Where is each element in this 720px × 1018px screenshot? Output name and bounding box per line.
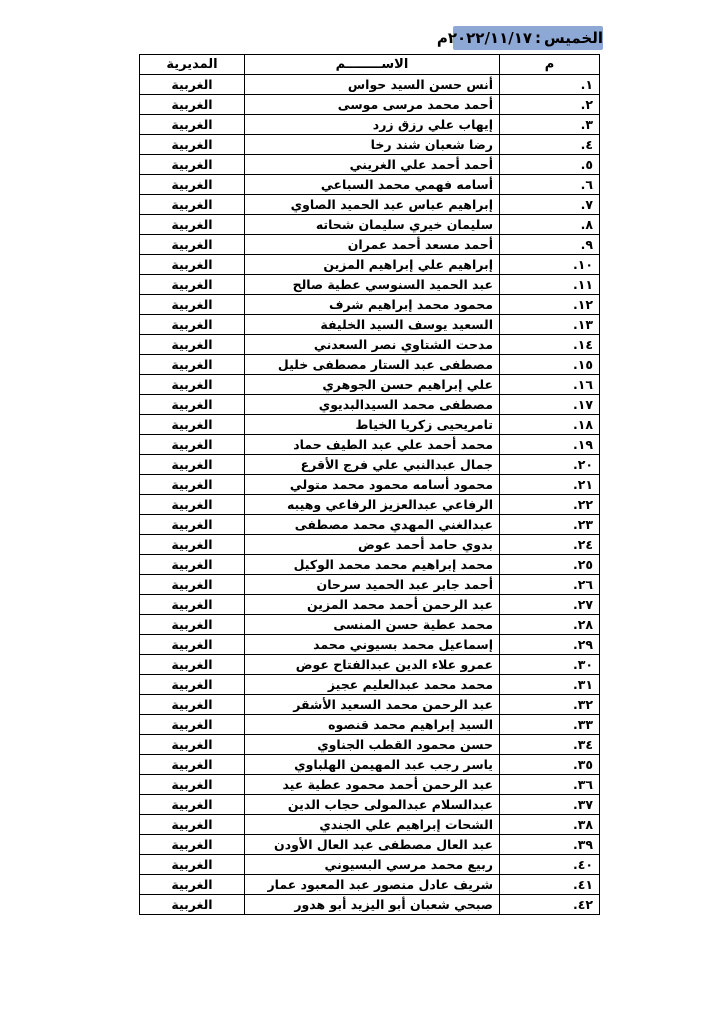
table-row — [140, 595, 600, 615]
table-row — [140, 775, 600, 795]
row-directorate-cell: الغربية — [140, 175, 245, 195]
table-row — [140, 695, 600, 715]
row-name-cell: أحمد مسعد أحمد عمران — [245, 235, 500, 255]
row-name-cell: محمود أسامه محمود محمد متولي — [245, 475, 500, 495]
row-number-cell: ٣٣. — [500, 715, 600, 735]
row-number-cell: ٤٠. — [500, 855, 600, 875]
row-directorate-cell: الغربية — [140, 715, 245, 735]
row-directorate-cell: الغربية — [140, 675, 245, 695]
row-name-cell: علي إبراهيم حسن الجوهري — [245, 375, 500, 395]
row-name-cell: أسامه فهمي محمد السباعي — [245, 175, 500, 195]
row-number-cell: ١. — [500, 75, 600, 95]
row-directorate-cell: الغربية — [140, 315, 245, 335]
row-name-cell: إسماعيل محمد بسيوني محمد — [245, 635, 500, 655]
row-number-cell: ٢٨. — [500, 615, 600, 635]
row-name-cell: محمد محمد عبدالعليم عجيز — [245, 675, 500, 695]
table-row — [140, 475, 600, 495]
row-number-cell: ٤١. — [500, 875, 600, 895]
row-name-cell: محمود محمد إبراهيم شرف — [245, 295, 500, 315]
row-name-cell: أنس حسن السيد حواس — [245, 75, 500, 95]
row-directorate-cell: الغربية — [140, 395, 245, 415]
table-row — [140, 75, 600, 95]
table-row — [140, 655, 600, 675]
row-name-cell: رضا شعبان شند رخا — [245, 135, 500, 155]
row-directorate-cell: الغربية — [140, 355, 245, 375]
row-name-cell: محمد إبراهيم محمد محمد الوكيل — [245, 555, 500, 575]
table-row — [140, 215, 600, 235]
row-number-cell: ٢٢. — [500, 495, 600, 515]
row-number-cell: ٢١. — [500, 475, 600, 495]
table-row — [140, 315, 600, 335]
row-directorate-cell: الغربية — [140, 575, 245, 595]
row-directorate-cell: الغربية — [140, 415, 245, 435]
row-number-cell: ٢٣. — [500, 515, 600, 535]
row-directorate-cell: الغربية — [140, 275, 245, 295]
row-number-cell: ٣٧. — [500, 795, 600, 815]
row-name-cell: حسن محمود القطب الجناوي — [245, 735, 500, 755]
row-directorate-cell: الغربية — [140, 255, 245, 275]
row-name-cell: الرفاعي عبدالعزيز الرفاعي وهيبه — [245, 495, 500, 515]
row-number-cell: ٤. — [500, 135, 600, 155]
row-name-cell: مصطفى عبد الستار مصطفى خليل — [245, 355, 500, 375]
table-row — [140, 875, 600, 895]
row-name-cell: سليمان خيري سليمان شحاته — [245, 215, 500, 235]
row-name-cell: محمد عطية حسن المنسى — [245, 615, 500, 635]
row-directorate-cell: الغربية — [140, 635, 245, 655]
row-number-cell: ٢٥. — [500, 555, 600, 575]
row-name-cell: محمد أحمد علي عبد الطيف حماد — [245, 435, 500, 455]
row-number-cell: ١٤. — [500, 335, 600, 355]
row-name-cell: شريف عادل منصور عبد المعبود عمار — [245, 875, 500, 895]
row-directorate-cell: الغربية — [140, 855, 245, 875]
table-row — [140, 815, 600, 835]
row-directorate-cell: الغربية — [140, 155, 245, 175]
row-name-cell: عبدالسلام عبدالمولى حجاب الدين — [245, 795, 500, 815]
table-row — [140, 835, 600, 855]
row-name-cell: أحمد جابر عبد الحميد سرحان — [245, 575, 500, 595]
row-number-cell: ١٢. — [500, 295, 600, 315]
table-row — [140, 335, 600, 355]
row-directorate-cell: الغربية — [140, 895, 245, 915]
row-number-cell: ٢. — [500, 95, 600, 115]
row-directorate-cell: الغربية — [140, 875, 245, 895]
row-directorate-cell: الغربية — [140, 555, 245, 575]
row-number-cell: ٢٤. — [500, 535, 600, 555]
row-directorate-cell: الغربية — [140, 495, 245, 515]
table-row — [140, 635, 600, 655]
row-number-cell: ١٨. — [500, 415, 600, 435]
row-number-cell: ٥. — [500, 155, 600, 175]
row-directorate-cell: الغربية — [140, 655, 245, 675]
row-name-cell: ربيع محمد مرسي البسيوني — [245, 855, 500, 875]
row-directorate-cell: الغربية — [140, 815, 245, 835]
table-row — [140, 575, 600, 595]
table-row — [140, 195, 600, 215]
table-row — [140, 795, 600, 815]
table-row — [140, 255, 600, 275]
table-row — [140, 155, 600, 175]
table-row — [140, 355, 600, 375]
table-row — [140, 535, 600, 555]
table-row — [140, 615, 600, 635]
row-number-cell: ١٣. — [500, 315, 600, 335]
row-directorate-cell: الغربية — [140, 775, 245, 795]
row-name-cell: عبد الرحمن محمد السعيد الأشقر — [245, 695, 500, 715]
row-directorate-cell: الغربية — [140, 75, 245, 95]
row-directorate-cell: الغربية — [140, 235, 245, 255]
table-row — [140, 115, 600, 135]
row-name-cell: السيد إبراهيم محمد قنصوه — [245, 715, 500, 735]
row-number-cell: ١٩. — [500, 435, 600, 455]
table-row — [140, 415, 600, 435]
table-row — [140, 135, 600, 155]
row-directorate-cell: الغربية — [140, 695, 245, 715]
row-number-cell: ٣٢. — [500, 695, 600, 715]
row-name-cell: بدوي حامد أحمد عوض — [245, 535, 500, 555]
table-row — [140, 735, 600, 755]
row-number-cell: ٣٦. — [500, 775, 600, 795]
row-directorate-cell: الغربية — [140, 835, 245, 855]
row-name-cell: إيهاب علي رزق زرد — [245, 115, 500, 135]
row-directorate-cell: الغربية — [140, 515, 245, 535]
table-row — [140, 855, 600, 875]
row-number-cell: ١٦. — [500, 375, 600, 395]
row-number-cell: ١٧. — [500, 395, 600, 415]
table-row — [140, 515, 600, 535]
row-directorate-cell: الغربية — [140, 435, 245, 455]
row-number-cell: ٨. — [500, 215, 600, 235]
row-name-cell: مصطفى محمد السيدالبديوي — [245, 395, 500, 415]
table-row — [140, 175, 600, 195]
row-name-cell: جمال عبدالنبي علي فرج الأقرع — [245, 455, 500, 475]
row-name-cell: عبدالغني المهدي محمد مصطفى — [245, 515, 500, 535]
row-directorate-cell: الغربية — [140, 455, 245, 475]
row-number-cell: ٢٦. — [500, 575, 600, 595]
row-directorate-cell: الغربية — [140, 615, 245, 635]
row-number-cell: ٣٠. — [500, 655, 600, 675]
row-number-cell: ١٠. — [500, 255, 600, 275]
row-name-cell: السعيد يوسف السيد الخليفة — [245, 315, 500, 335]
row-name-cell: إبراهيم علي إبراهيم المزين — [245, 255, 500, 275]
table-row — [140, 295, 600, 315]
row-name-cell: أحمد أحمد علي الغريني — [245, 155, 500, 175]
row-number-cell: ٢٧. — [500, 595, 600, 615]
table-row — [140, 395, 600, 415]
row-name-cell: عبد العال مصطفى عبد العال الأودن — [245, 835, 500, 855]
table-row — [140, 455, 600, 475]
table-row — [140, 435, 600, 455]
row-name-cell: مدحت الشتاوي نصر السعدني — [245, 335, 500, 355]
table-row — [140, 715, 600, 735]
row-name-cell: عمرو علاء الدين عبدالفتاح عوض — [245, 655, 500, 675]
row-directorate-cell: الغربية — [140, 535, 245, 555]
row-number-cell: ٧. — [500, 195, 600, 215]
table-row — [140, 375, 600, 395]
row-directorate-cell: الغربية — [140, 595, 245, 615]
column-header-number: م — [500, 55, 600, 75]
page-header — [436, 26, 603, 50]
row-directorate-cell: الغربية — [140, 735, 245, 755]
row-directorate-cell: الغربية — [140, 295, 245, 315]
roster-table — [139, 54, 600, 915]
row-directorate-cell: الغربية — [140, 215, 245, 235]
row-directorate-cell: الغربية — [140, 195, 245, 215]
table-row — [140, 895, 600, 915]
row-number-cell: ٢٠. — [500, 455, 600, 475]
header-date: ٢٠٢٢/١١/١٧م — [436, 29, 533, 47]
row-directorate-cell: الغربية — [140, 475, 245, 495]
roster-body — [140, 75, 600, 915]
row-name-cell: إبراهيم عباس عبد الحميد الصاوي — [245, 195, 500, 215]
row-number-cell: ١٥. — [500, 355, 600, 375]
row-directorate-cell: الغربية — [140, 755, 245, 775]
row-directorate-cell: الغربية — [140, 115, 245, 135]
row-name-cell: تامريحيى زكريا الخياط — [245, 415, 500, 435]
row-name-cell: عبد الحميد السنوسي عطية صالح — [245, 275, 500, 295]
row-number-cell: ٤٢. — [500, 895, 600, 915]
row-number-cell: ٦. — [500, 175, 600, 195]
header-day: الخميس — [544, 29, 603, 47]
row-name-cell: الشحات إبراهيم علي الجندي — [245, 815, 500, 835]
table-row — [140, 95, 600, 115]
table-row — [140, 495, 600, 515]
row-number-cell: ٩. — [500, 235, 600, 255]
row-number-cell: ٣١. — [500, 675, 600, 695]
row-name-cell: عبد الرحمن أحمد محمد المزين — [245, 595, 500, 615]
table-row — [140, 555, 600, 575]
column-header-directorate: المديرية — [140, 55, 245, 75]
row-number-cell: ٣. — [500, 115, 600, 135]
row-directorate-cell: الغربية — [140, 375, 245, 395]
column-header-name: الاســــــــم — [245, 55, 500, 75]
row-directorate-cell: الغربية — [140, 795, 245, 815]
row-number-cell: ٢٩. — [500, 635, 600, 655]
table-row — [140, 755, 600, 775]
row-number-cell: ٣٩. — [500, 835, 600, 855]
table-row — [140, 675, 600, 695]
row-directorate-cell: الغربية — [140, 95, 245, 115]
row-number-cell: ٣٥. — [500, 755, 600, 775]
table-row — [140, 235, 600, 255]
row-name-cell: عبد الرحمن أحمد محمود عطية عيد — [245, 775, 500, 795]
row-number-cell: ١١. — [500, 275, 600, 295]
row-directorate-cell: الغربية — [140, 135, 245, 155]
row-number-cell: ٣٨. — [500, 815, 600, 835]
table-header-row — [140, 55, 600, 75]
row-directorate-cell: الغربية — [140, 335, 245, 355]
table-row — [140, 275, 600, 295]
row-number-cell: ٣٤. — [500, 735, 600, 755]
header-separator: : — [535, 29, 542, 47]
row-name-cell: ياسر رجب عبد المهيمن الهلباوي — [245, 755, 500, 775]
row-name-cell: صبحي شعبان أبو اليزيد أبو هدور — [245, 895, 500, 915]
row-name-cell: أحمد محمد مرسى موسى — [245, 95, 500, 115]
